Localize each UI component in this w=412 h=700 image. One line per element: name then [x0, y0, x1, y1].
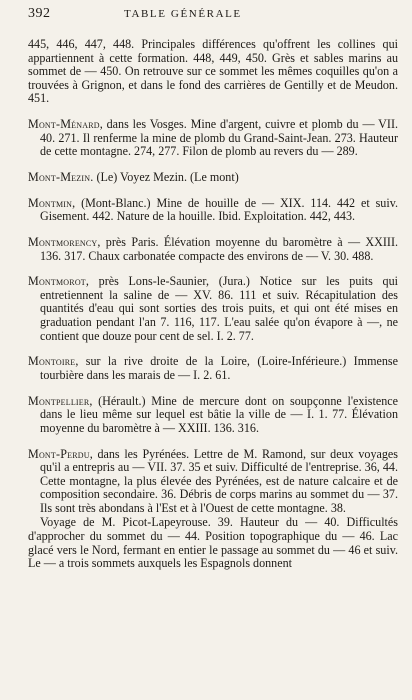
entry-head: Mont-Perdu: [28, 446, 90, 461]
page-number: 392: [28, 6, 51, 21]
entry-text: Voyage de M. Picot-Lapeyrouse. 39. Hauteur du — 40. Difficultés d'approcher du sommet du — 44. Position topographique du — 46. Lac glacé vers le Nord, fermant en entier le passage au sommet du — 46 et suiv. Le — a trois sommets auxquels les Espagnols donnent: [28, 515, 398, 571]
index-entry-continuation: [28, 38, 398, 106]
index-entry-montmin: [28, 197, 398, 224]
entry-text: , (Mont-Blanc.) Mine de houille de — XIX. 114. 442 et suiv. Gisement. 442. Nature de la houille. Ibid. Exploitation. 442, 443.: [40, 195, 398, 224]
entry-text: , (Hérault.) Mine de mercure dont on soupçonne l'existence dans le lieu même sur lequel est bâtie la ville de — I. 1. 77. Élévation moyenne du baromètre à — XXIII. 136. 316.: [40, 393, 398, 435]
index-entry-mont-perdu-continued: [28, 516, 398, 570]
index-entry-montmorency: [28, 236, 398, 263]
entry-text: 445, 446, 447, 448. Principales différences qu'offrent les collines qui appartiennent à cette formation. 448, 449, 450. Grès et sables marins au sommet de — 450. On retrouve sur ce sommet les mêmes coquilles qu'on a trouvées à Grignon, et dans le fond des carrières de Gentilly et de Meudon. 451.: [28, 37, 398, 106]
entry-head: Montmorency: [28, 235, 98, 249]
entry-head: Mont-Mezin.: [28, 170, 94, 185]
entry-head: Montoire: [28, 354, 76, 369]
entry-text: , près Lons-le-Saunier, (Jura.) Notice sur les puits qui entretiennent la saline de — XV. 86. 111 et suiv. Récapitulation des quantités d'eau qui sont sorties des trois puits, et qui ont été mises en graduation pendant l'an 7. 116, 117. L'eau salée qu'on évapore à —, ne contient que douze pour cent de sel. I. 2. 77.: [40, 274, 398, 343]
index-entry-mont-perdu: [28, 448, 398, 516]
index-entry-montpellier: [28, 395, 398, 436]
index-entries: [28, 38, 398, 571]
entry-text: (Le) Voyez Mezin. (Le mont): [93, 170, 239, 185]
entry-head: Montmorot: [28, 274, 86, 289]
entry-head: Montmin: [28, 195, 73, 210]
index-entry-mont-mezin: [28, 171, 398, 185]
page-header: [28, 6, 398, 26]
entry-head: Montpellier: [28, 393, 90, 408]
entry-text: , dans les Pyrénées. Lettre de M. Ramond, sur deux voyages qu'il a entrepris au — VII. 37. 35 et suiv. Difficulté de l'entreprise. 36, 44. Cette montagne, la plus élevée des Pyrénées, est de nature calcaire et de composition secondaire. 36. Débris de corps marins au sommet du — 37. Ils sont très abondans à l'Est et à l'Ouest de cette montagne. 38.: [40, 446, 398, 515]
index-entry-montoire: [28, 355, 398, 382]
entry-text: , sur la rive droite de la Loire, (Loire-Inférieure.) Immense tourbière dans les marais de — I. 2. 61.: [40, 354, 398, 382]
index-entry-montmorot: [28, 275, 398, 343]
running-title: TABLE GÉNÉRALE: [124, 8, 242, 20]
entry-head: Mont-Ménard: [28, 117, 100, 132]
entry-text: , dans les Vosges. Mine d'argent, cuivre et plomb du — VII. 40. 271. Il renferme la mine de plomb du Grand-Saint-Jean. 273. Hauteur de cette montagne. 274, 277. Filon de plomb au revers du — 289.: [40, 117, 398, 159]
index-entry-mont-menard: [28, 118, 398, 159]
entry-text: , près Paris. Élévation moyenne du baromètre à — XXIII. 136. 317. Chaux carbonatée compacte des environs de — V. 30. 488.: [40, 235, 398, 263]
